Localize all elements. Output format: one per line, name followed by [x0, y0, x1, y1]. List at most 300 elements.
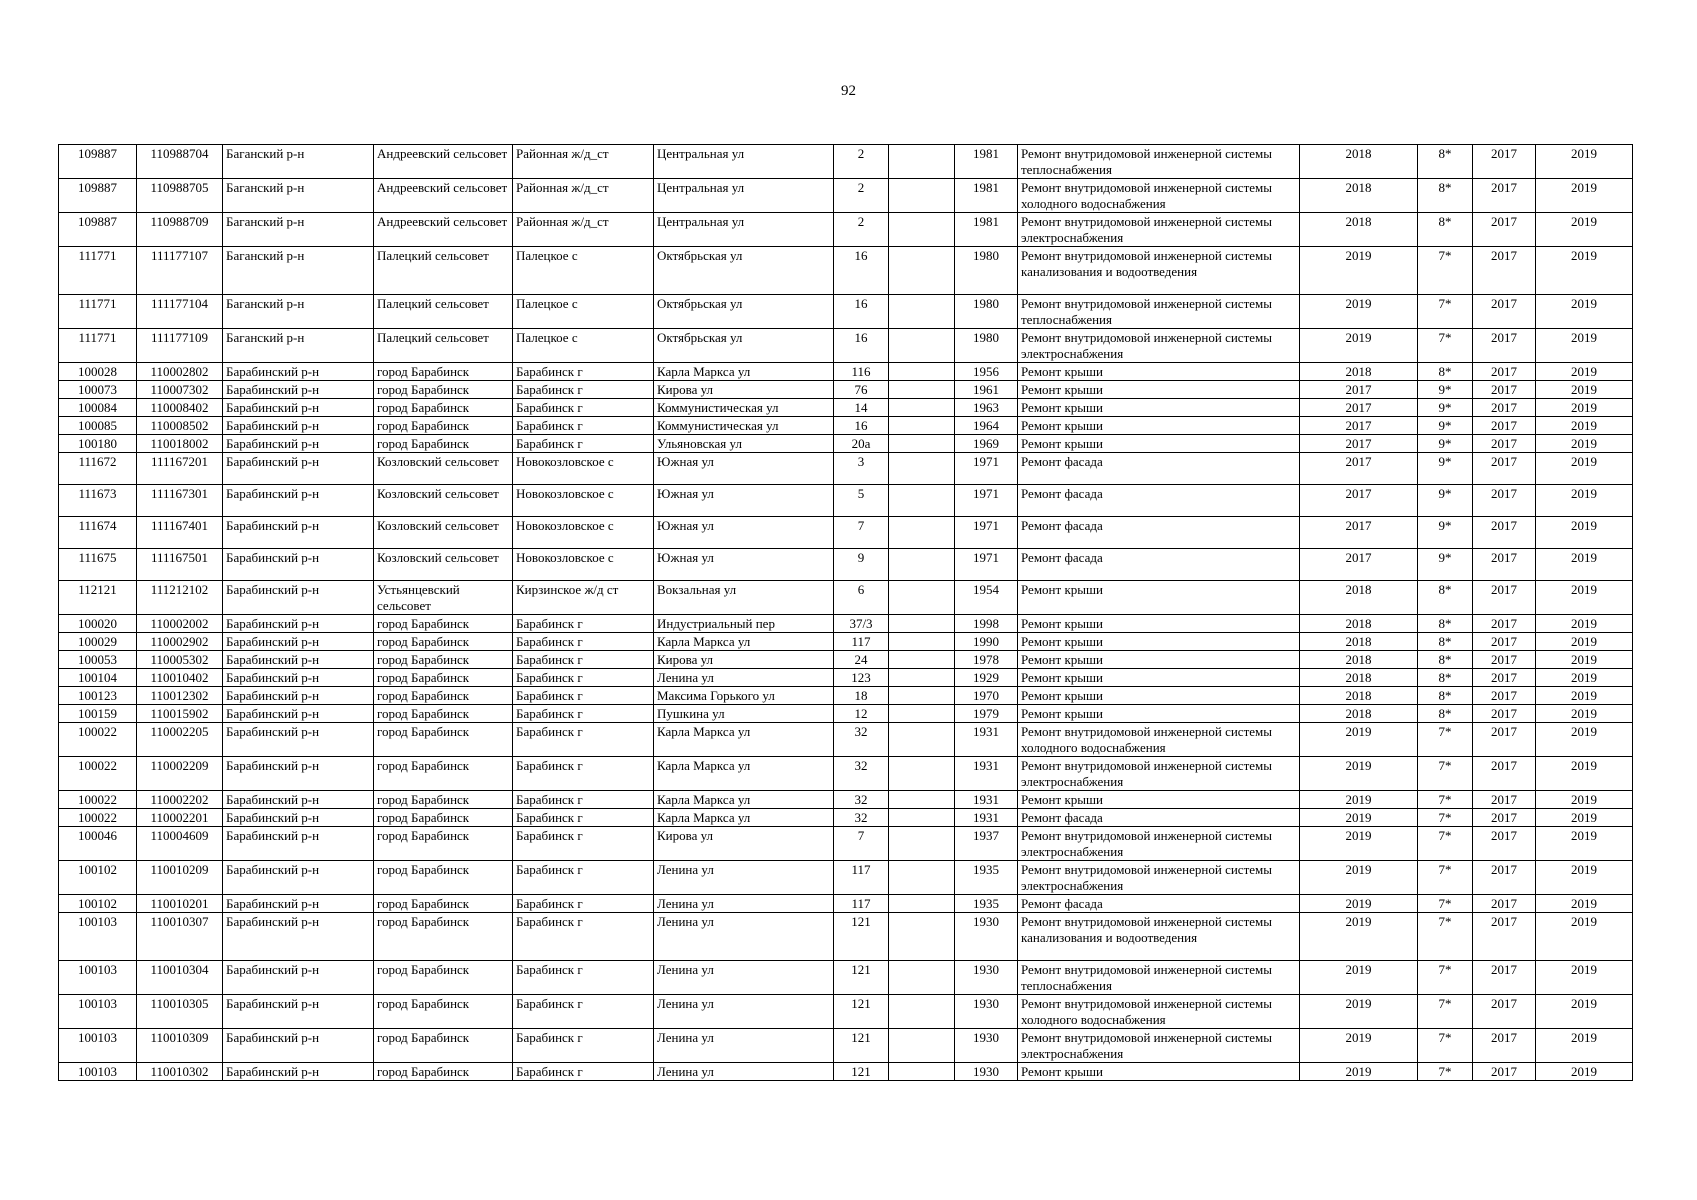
- cell-year-to: 2019: [1536, 485, 1633, 517]
- cell-house: 121: [834, 961, 889, 995]
- cell-code: 111177109: [137, 329, 223, 363]
- cell-id: 109887: [59, 145, 137, 179]
- cell-work-type: Ремонт фасада: [1018, 895, 1300, 913]
- cell-year-built: 1930: [955, 1029, 1018, 1063]
- cell-plan-year: 2017: [1300, 399, 1418, 417]
- cell-municipality: Палецкий сельсовет: [374, 295, 513, 329]
- cell-district: Баганский р-н: [223, 295, 374, 329]
- cell-extra: [889, 809, 955, 827]
- cell-mark: 7*: [1418, 791, 1473, 809]
- table-row: [59, 895, 1633, 913]
- cell-settlement: Барабинск г: [513, 651, 654, 669]
- cell-mark: 9*: [1418, 453, 1473, 485]
- cell-municipality: город Барабинск: [374, 961, 513, 995]
- cell-work-type: Ремонт внутридомовой инженерной системы электроснабжения: [1018, 329, 1300, 363]
- cell-year-built: 1930: [955, 961, 1018, 995]
- cell-code: 111167401: [137, 517, 223, 549]
- cell-work-type: Ремонт внутридомовой инженерной системы холодного водоснабжения: [1018, 179, 1300, 213]
- cell-municipality: город Барабинск: [374, 1029, 513, 1063]
- cell-extra: [889, 913, 955, 961]
- cell-house: 117: [834, 895, 889, 913]
- cell-id: 100028: [59, 363, 137, 381]
- cell-code: 110988709: [137, 213, 223, 247]
- table-row: [59, 399, 1633, 417]
- cell-street: Ульяновская ул: [654, 435, 834, 453]
- cell-street: Ленина ул: [654, 961, 834, 995]
- cell-settlement: Барабинск г: [513, 791, 654, 809]
- cell-settlement: Барабинск г: [513, 723, 654, 757]
- cell-municipality: город Барабинск: [374, 669, 513, 687]
- cell-year-built: 1956: [955, 363, 1018, 381]
- cell-plan-year: 2019: [1300, 809, 1418, 827]
- table-row: [59, 913, 1633, 961]
- cell-code: 111167201: [137, 453, 223, 485]
- cell-settlement: Новокозловское с: [513, 453, 654, 485]
- cell-year-built: 1930: [955, 1063, 1018, 1081]
- cell-district: Барабинский р-н: [223, 1029, 374, 1063]
- cell-plan-year: 2019: [1300, 913, 1418, 961]
- cell-extra: [889, 687, 955, 705]
- cell-plan-year: 2019: [1300, 1029, 1418, 1063]
- cell-plan-year: 2019: [1300, 827, 1418, 861]
- cell-year-built: 1980: [955, 329, 1018, 363]
- cell-mark: 8*: [1418, 633, 1473, 651]
- cell-municipality: город Барабинск: [374, 381, 513, 399]
- table-row: [59, 295, 1633, 329]
- cell-year-built: 1931: [955, 757, 1018, 791]
- cell-district: Баганский р-н: [223, 145, 374, 179]
- cell-year-to: 2019: [1536, 757, 1633, 791]
- cell-year-to: 2019: [1536, 791, 1633, 809]
- cell-work-type: Ремонт крыши: [1018, 399, 1300, 417]
- cell-mark: 7*: [1418, 247, 1473, 295]
- cell-house: 16: [834, 247, 889, 295]
- table-row: [59, 861, 1633, 895]
- cell-id: 111674: [59, 517, 137, 549]
- cell-mark: 9*: [1418, 549, 1473, 581]
- table-row: [59, 549, 1633, 581]
- cell-municipality: Андреевский сельсовет: [374, 213, 513, 247]
- cell-plan-year: 2018: [1300, 651, 1418, 669]
- cell-extra: [889, 757, 955, 791]
- table-row: [59, 581, 1633, 615]
- cell-year-built: 1935: [955, 861, 1018, 895]
- cell-year-to: 2019: [1536, 179, 1633, 213]
- cell-code: 110008402: [137, 399, 223, 417]
- cell-street: Ленина ул: [654, 913, 834, 961]
- table-row: [59, 435, 1633, 453]
- cell-work-type: Ремонт крыши: [1018, 791, 1300, 809]
- cell-extra: [889, 895, 955, 913]
- cell-street: Пушкина ул: [654, 705, 834, 723]
- cell-year-from: 2017: [1473, 633, 1536, 651]
- cell-work-type: Ремонт крыши: [1018, 669, 1300, 687]
- cell-id: 100102: [59, 895, 137, 913]
- cell-year-to: 2019: [1536, 247, 1633, 295]
- cell-district: Барабинский р-н: [223, 633, 374, 651]
- cell-district: Барабинский р-н: [223, 1063, 374, 1081]
- table-row: [59, 809, 1633, 827]
- cell-mark: 8*: [1418, 581, 1473, 615]
- cell-work-type: Ремонт крыши: [1018, 417, 1300, 435]
- cell-municipality: город Барабинск: [374, 687, 513, 705]
- cell-code: 110007302: [137, 381, 223, 399]
- cell-extra: [889, 651, 955, 669]
- cell-mark: 8*: [1418, 669, 1473, 687]
- table-row: [59, 827, 1633, 861]
- cell-settlement: Барабинск г: [513, 363, 654, 381]
- cell-settlement: Барабинск г: [513, 861, 654, 895]
- cell-municipality: город Барабинск: [374, 435, 513, 453]
- cell-house: 18: [834, 687, 889, 705]
- cell-house: 2: [834, 179, 889, 213]
- cell-work-type: Ремонт внутридомовой инженерной системы теплоснабжения: [1018, 961, 1300, 995]
- cell-street: Ленина ул: [654, 895, 834, 913]
- cell-municipality: город Барабинск: [374, 791, 513, 809]
- table-row: [59, 961, 1633, 995]
- table-row: [59, 705, 1633, 723]
- cell-id: 111771: [59, 247, 137, 295]
- cell-street: Ленина ул: [654, 861, 834, 895]
- cell-municipality: город Барабинск: [374, 399, 513, 417]
- cell-mark: 7*: [1418, 895, 1473, 913]
- cell-year-to: 2019: [1536, 827, 1633, 861]
- cell-id: 111771: [59, 295, 137, 329]
- cell-year-to: 2019: [1536, 723, 1633, 757]
- cell-district: Барабинский р-н: [223, 687, 374, 705]
- cell-year-built: 1971: [955, 517, 1018, 549]
- cell-district: Барабинский р-н: [223, 809, 374, 827]
- cell-plan-year: 2019: [1300, 247, 1418, 295]
- table-row: [59, 669, 1633, 687]
- cell-extra: [889, 633, 955, 651]
- cell-code: 110010402: [137, 669, 223, 687]
- cell-settlement: Барабинск г: [513, 381, 654, 399]
- cell-municipality: город Барабинск: [374, 363, 513, 381]
- cell-year-built: 1981: [955, 145, 1018, 179]
- cell-district: Барабинский р-н: [223, 669, 374, 687]
- cell-municipality: город Барабинск: [374, 723, 513, 757]
- cell-code: 110008502: [137, 417, 223, 435]
- cell-year-to: 2019: [1536, 549, 1633, 581]
- cell-mark: 7*: [1418, 329, 1473, 363]
- cell-mark: 8*: [1418, 651, 1473, 669]
- cell-code: 111212102: [137, 581, 223, 615]
- cell-district: Барабинский р-н: [223, 581, 374, 615]
- cell-plan-year: 2018: [1300, 363, 1418, 381]
- cell-work-type: Ремонт крыши: [1018, 687, 1300, 705]
- cell-municipality: город Барабинск: [374, 615, 513, 633]
- cell-street: Карла Маркса ул: [654, 757, 834, 791]
- cell-settlement: Районная ж/д_ст: [513, 179, 654, 213]
- cell-mark: 7*: [1418, 723, 1473, 757]
- cell-id: 100053: [59, 651, 137, 669]
- cell-code: 110010304: [137, 961, 223, 995]
- cell-id: 100020: [59, 615, 137, 633]
- cell-settlement: Новокозловское с: [513, 517, 654, 549]
- cell-id: 100103: [59, 1029, 137, 1063]
- table-row: [59, 517, 1633, 549]
- cell-code: 110005302: [137, 651, 223, 669]
- cell-year-from: 2017: [1473, 381, 1536, 399]
- cell-house: 32: [834, 809, 889, 827]
- cell-id: 100103: [59, 913, 137, 961]
- cell-id: 109887: [59, 179, 137, 213]
- cell-year-to: 2019: [1536, 861, 1633, 895]
- cell-settlement: Палецкое с: [513, 247, 654, 295]
- cell-extra: [889, 145, 955, 179]
- cell-year-built: 1969: [955, 435, 1018, 453]
- cell-extra: [889, 179, 955, 213]
- cell-year-to: 2019: [1536, 809, 1633, 827]
- cell-district: Барабинский р-н: [223, 485, 374, 517]
- cell-year-from: 2017: [1473, 861, 1536, 895]
- cell-extra: [889, 381, 955, 399]
- cell-id: 100022: [59, 809, 137, 827]
- cell-municipality: город Барабинск: [374, 995, 513, 1029]
- cell-municipality: город Барабинск: [374, 913, 513, 961]
- cell-code: 110002209: [137, 757, 223, 791]
- cell-district: Барабинский р-н: [223, 615, 374, 633]
- cell-year-built: 1929: [955, 669, 1018, 687]
- cell-settlement: Палецкое с: [513, 295, 654, 329]
- cell-extra: [889, 485, 955, 517]
- cell-street: Ленина ул: [654, 669, 834, 687]
- cell-street: Южная ул: [654, 485, 834, 517]
- cell-street: Карла Маркса ул: [654, 723, 834, 757]
- cell-street: Кирова ул: [654, 651, 834, 669]
- cell-house: 116: [834, 363, 889, 381]
- cell-house: 121: [834, 1063, 889, 1081]
- cell-code: 110015902: [137, 705, 223, 723]
- cell-house: 16: [834, 295, 889, 329]
- cell-year-to: 2019: [1536, 381, 1633, 399]
- cell-mark: 9*: [1418, 399, 1473, 417]
- cell-code: 111177107: [137, 247, 223, 295]
- cell-year-built: 1970: [955, 687, 1018, 705]
- cell-settlement: Районная ж/д_ст: [513, 213, 654, 247]
- page-number: 92: [841, 83, 856, 99]
- cell-extra: [889, 435, 955, 453]
- cell-mark: 7*: [1418, 961, 1473, 995]
- cell-mark: 9*: [1418, 435, 1473, 453]
- cell-municipality: город Барабинск: [374, 705, 513, 723]
- cell-code: 110010201: [137, 895, 223, 913]
- cell-extra: [889, 549, 955, 581]
- cell-id: 100073: [59, 381, 137, 399]
- cell-house: 3: [834, 453, 889, 485]
- cell-work-type: Ремонт крыши: [1018, 435, 1300, 453]
- cell-district: Барабинский р-н: [223, 435, 374, 453]
- cell-mark: 8*: [1418, 213, 1473, 247]
- cell-code: 110018002: [137, 435, 223, 453]
- cell-year-from: 2017: [1473, 913, 1536, 961]
- registry-table: [58, 144, 1633, 1081]
- cell-id: 100085: [59, 417, 137, 435]
- cell-work-type: Ремонт крыши: [1018, 381, 1300, 399]
- cell-year-built: 1971: [955, 453, 1018, 485]
- cell-year-from: 2017: [1473, 669, 1536, 687]
- cell-house: 2: [834, 145, 889, 179]
- cell-year-from: 2017: [1473, 329, 1536, 363]
- cell-street: Коммунистическая ул: [654, 399, 834, 417]
- cell-district: Барабинский р-н: [223, 705, 374, 723]
- cell-municipality: Козловский сельсовет: [374, 453, 513, 485]
- cell-district: Барабинский р-н: [223, 399, 374, 417]
- cell-code: 110002902: [137, 633, 223, 651]
- cell-code: 110002202: [137, 791, 223, 809]
- cell-plan-year: 2019: [1300, 961, 1418, 995]
- cell-work-type: Ремонт внутридомовой инженерной системы электроснабжения: [1018, 213, 1300, 247]
- cell-code: 110988704: [137, 145, 223, 179]
- cell-municipality: город Барабинск: [374, 809, 513, 827]
- cell-year-built: 1981: [955, 213, 1018, 247]
- cell-year-from: 2017: [1473, 549, 1536, 581]
- cell-year-to: 2019: [1536, 1063, 1633, 1081]
- cell-work-type: Ремонт фасада: [1018, 809, 1300, 827]
- cell-year-to: 2019: [1536, 913, 1633, 961]
- table-row: [59, 1029, 1633, 1063]
- cell-year-built: 1931: [955, 791, 1018, 809]
- cell-year-to: 2019: [1536, 961, 1633, 995]
- cell-street: Южная ул: [654, 453, 834, 485]
- cell-work-type: Ремонт внутридомовой инженерной системы канализования и водоотведения: [1018, 247, 1300, 295]
- cell-district: Барабинский р-н: [223, 517, 374, 549]
- cell-code: 110002201: [137, 809, 223, 827]
- cell-house: 37/3: [834, 615, 889, 633]
- cell-work-type: Ремонт фасада: [1018, 453, 1300, 485]
- cell-district: Барабинский р-н: [223, 895, 374, 913]
- cell-municipality: город Барабинск: [374, 861, 513, 895]
- cell-house: 32: [834, 757, 889, 791]
- cell-plan-year: 2019: [1300, 757, 1418, 791]
- cell-year-from: 2017: [1473, 517, 1536, 549]
- cell-year-from: 2017: [1473, 961, 1536, 995]
- cell-year-built: 1963: [955, 399, 1018, 417]
- cell-settlement: Районная ж/д_ст: [513, 145, 654, 179]
- table-row: [59, 485, 1633, 517]
- cell-mark: 7*: [1418, 809, 1473, 827]
- cell-code: 110988705: [137, 179, 223, 213]
- cell-id: 100046: [59, 827, 137, 861]
- cell-year-built: 1990: [955, 633, 1018, 651]
- cell-house: 121: [834, 913, 889, 961]
- cell-district: Барабинский р-н: [223, 453, 374, 485]
- cell-id: 100180: [59, 435, 137, 453]
- table-row: [59, 213, 1633, 247]
- table-row: [59, 417, 1633, 435]
- cell-street: Индустриальный пер: [654, 615, 834, 633]
- cell-work-type: Ремонт внутридомовой инженерной системы теплоснабжения: [1018, 295, 1300, 329]
- cell-house: 32: [834, 723, 889, 757]
- cell-district: Барабинский р-н: [223, 791, 374, 809]
- cell-year-to: 2019: [1536, 329, 1633, 363]
- cell-house: 123: [834, 669, 889, 687]
- cell-year-built: 1935: [955, 895, 1018, 913]
- cell-id: 100104: [59, 669, 137, 687]
- cell-district: Барабинский р-н: [223, 757, 374, 791]
- cell-extra: [889, 995, 955, 1029]
- cell-plan-year: 2018: [1300, 581, 1418, 615]
- cell-house: 117: [834, 861, 889, 895]
- cell-extra: [889, 961, 955, 995]
- cell-work-type: Ремонт крыши: [1018, 581, 1300, 615]
- cell-year-from: 2017: [1473, 705, 1536, 723]
- cell-mark: 9*: [1418, 381, 1473, 399]
- table-row: [59, 145, 1633, 179]
- cell-house: 76: [834, 381, 889, 399]
- cell-municipality: город Барабинск: [374, 827, 513, 861]
- cell-year-built: 1961: [955, 381, 1018, 399]
- cell-year-from: 2017: [1473, 651, 1536, 669]
- cell-house: 16: [834, 417, 889, 435]
- cell-id: 100022: [59, 723, 137, 757]
- cell-municipality: Козловский сельсовет: [374, 517, 513, 549]
- cell-street: Ленина ул: [654, 1029, 834, 1063]
- cell-year-from: 2017: [1473, 363, 1536, 381]
- cell-extra: [889, 827, 955, 861]
- table-row: [59, 687, 1633, 705]
- cell-house: 121: [834, 995, 889, 1029]
- cell-settlement: Барабинск г: [513, 687, 654, 705]
- cell-year-from: 2017: [1473, 581, 1536, 615]
- cell-id: 100103: [59, 1063, 137, 1081]
- cell-district: Барабинский р-н: [223, 861, 374, 895]
- cell-year-to: 2019: [1536, 435, 1633, 453]
- cell-year-to: 2019: [1536, 1029, 1633, 1063]
- cell-house: 12: [834, 705, 889, 723]
- cell-street: Октябрьская ул: [654, 329, 834, 363]
- cell-code: 111167301: [137, 485, 223, 517]
- cell-work-type: Ремонт внутридомовой инженерной системы электроснабжения: [1018, 827, 1300, 861]
- cell-extra: [889, 581, 955, 615]
- cell-year-to: 2019: [1536, 145, 1633, 179]
- cell-extra: [889, 417, 955, 435]
- cell-street: Максима Горького ул: [654, 687, 834, 705]
- cell-street: Центральная ул: [654, 145, 834, 179]
- cell-year-from: 2017: [1473, 687, 1536, 705]
- table-row: [59, 329, 1633, 363]
- cell-year-from: 2017: [1473, 615, 1536, 633]
- cell-year-built: 1930: [955, 995, 1018, 1029]
- cell-year-to: 2019: [1536, 615, 1633, 633]
- cell-settlement: Барабинск г: [513, 705, 654, 723]
- cell-plan-year: 2017: [1300, 485, 1418, 517]
- cell-year-to: 2019: [1536, 363, 1633, 381]
- cell-street: Ленина ул: [654, 1063, 834, 1081]
- cell-work-type: Ремонт крыши: [1018, 615, 1300, 633]
- cell-extra: [889, 861, 955, 895]
- cell-extra: [889, 1029, 955, 1063]
- cell-year-to: 2019: [1536, 995, 1633, 1029]
- table-row: [59, 615, 1633, 633]
- cell-year-from: 2017: [1473, 295, 1536, 329]
- cell-plan-year: 2018: [1300, 615, 1418, 633]
- cell-district: Барабинский р-н: [223, 651, 374, 669]
- cell-district: Барабинский р-н: [223, 913, 374, 961]
- cell-street: Коммунистическая ул: [654, 417, 834, 435]
- cell-year-built: 1980: [955, 295, 1018, 329]
- cell-year-from: 2017: [1473, 247, 1536, 295]
- cell-code: 110010305: [137, 995, 223, 1029]
- cell-year-to: 2019: [1536, 399, 1633, 417]
- cell-municipality: Палецкий сельсовет: [374, 247, 513, 295]
- cell-settlement: Новокозловское с: [513, 549, 654, 581]
- cell-municipality: Козловский сельсовет: [374, 549, 513, 581]
- cell-house: 7: [834, 827, 889, 861]
- table-row: [59, 757, 1633, 791]
- cell-mark: 8*: [1418, 615, 1473, 633]
